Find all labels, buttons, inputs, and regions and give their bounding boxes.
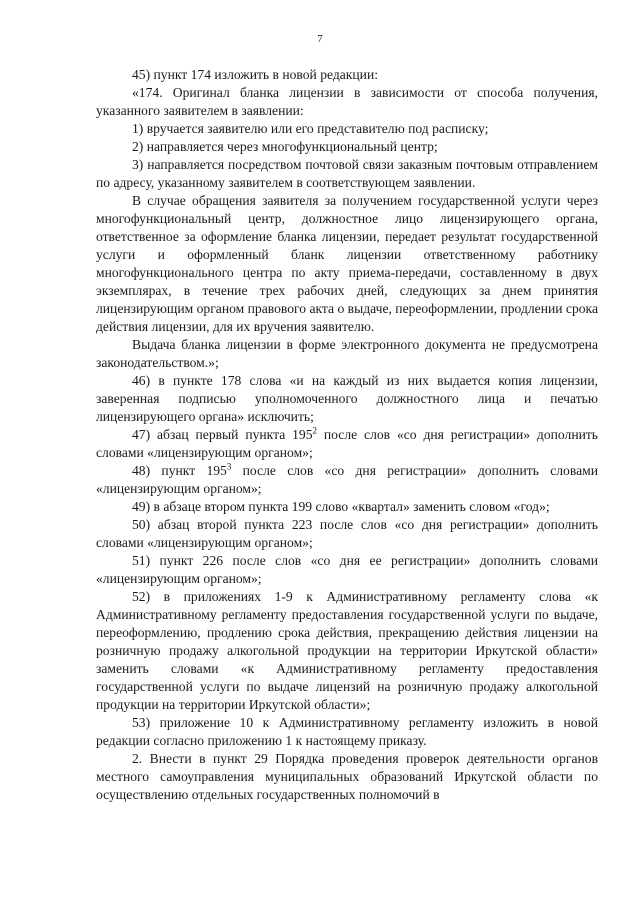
item-51: 51) пункт 226 после слов «со дня ее регистрации» дополнить словами «лицензирующим органом»; — [96, 553, 598, 586]
item-48-text-end: после слов «со дня регистрации» дополнить словами «лицензирующим органом»; — [96, 463, 598, 496]
item-46: 46) в пункте 178 слова «и на каждый из них выдается копия лицензии, заверенная подписью уполномоченного должностного лица и печатью лицензирующего органа» исключить; — [96, 373, 598, 424]
point-174-option-1: 1) вручается заявителю или его представителю под расписку; — [132, 121, 489, 136]
item-53: 53) приложение 10 к Административному регламенту изложить в новой редакции согласно приложению 1 к настоящему приказу. — [96, 715, 598, 748]
item-48-text-start: 48) пункт 195 — [132, 463, 227, 478]
item-47-text-end: после слов «со дня регистрации» дополнить словами «лицензирующим органом»; — [96, 427, 599, 460]
mfc-procedure-paragraph: В случае обращения заявителя за получением государственной услуги через многофункциональный центр, должностное лицо лицензирующего органа, ответственное за оформление бланка лицензии, передает результат государственной услуги и оформленный бланк лицензии ответственному работнику многофункционального центра по акту приема-передачи, составленному в двух экземплярах, в течение трех рабочих дней, следующих за днем принятия лицензирующим органом правового акта о выдаче, переоформлении, продлении срока действия лицензии, для их вручения заявителю. — [96, 193, 598, 334]
point-174-option-2: 2) направляется через многофункциональный центр; — [132, 139, 438, 154]
electronic-form-paragraph: Выдача бланка лицензии в форме электронного документа не предусмотрена законодательством.»; — [96, 337, 598, 370]
item-47-text-start: 47) абзац первый пункта 195 — [132, 427, 313, 442]
item-47 — [96, 426, 598, 462]
point-174-option-3: 3) направляется посредством почтовой связи заказным почтовым отправлением по адресу, указанному заявителем в соответствующем заявлении. — [96, 157, 598, 190]
item-48-superscript: 3 — [226, 461, 232, 472]
item-45: 45) пункт 174 изложить в новой редакции: — [132, 67, 379, 82]
item-47-superscript: 2 — [312, 425, 318, 436]
document-body — [96, 66, 598, 804]
section-2-paragraph: 2. Внести в пункт 29 Порядка проведения проверок деятельности органов местного самоуправления муниципальных образований Иркутской области по осуществлению отдельных государственных полномочий в — [96, 751, 598, 802]
item-52: 52) в приложениях 1-9 к Административному регламенту слова «к Административному регламенту предоставления государственной услуги по выдаче, переоформлению, продлению срока действия, прекращению действия лицензии на розничную продажу алкогольной продукции на территории Иркутской области» заменить словами «к Административному регламенту предоставления государственной услуги по выдаче лицензий на розничную продажу алкогольной продукции на территории Иркутской области»; — [96, 589, 598, 712]
item-48 — [96, 462, 598, 498]
item-49: 49) в абзаце втором пункта 199 слово «квартал» заменить словом «год»; — [132, 499, 550, 514]
page-number: 7 — [317, 33, 323, 45]
item-50: 50) абзац второй пункта 223 после слов «со дня регистрации» дополнить словами «лицензирующим органом»; — [96, 517, 598, 550]
point-174-heading: «174. Оригинал бланка лицензии в зависимости от способа получения, указанного заявителем в заявлении: — [96, 85, 598, 118]
